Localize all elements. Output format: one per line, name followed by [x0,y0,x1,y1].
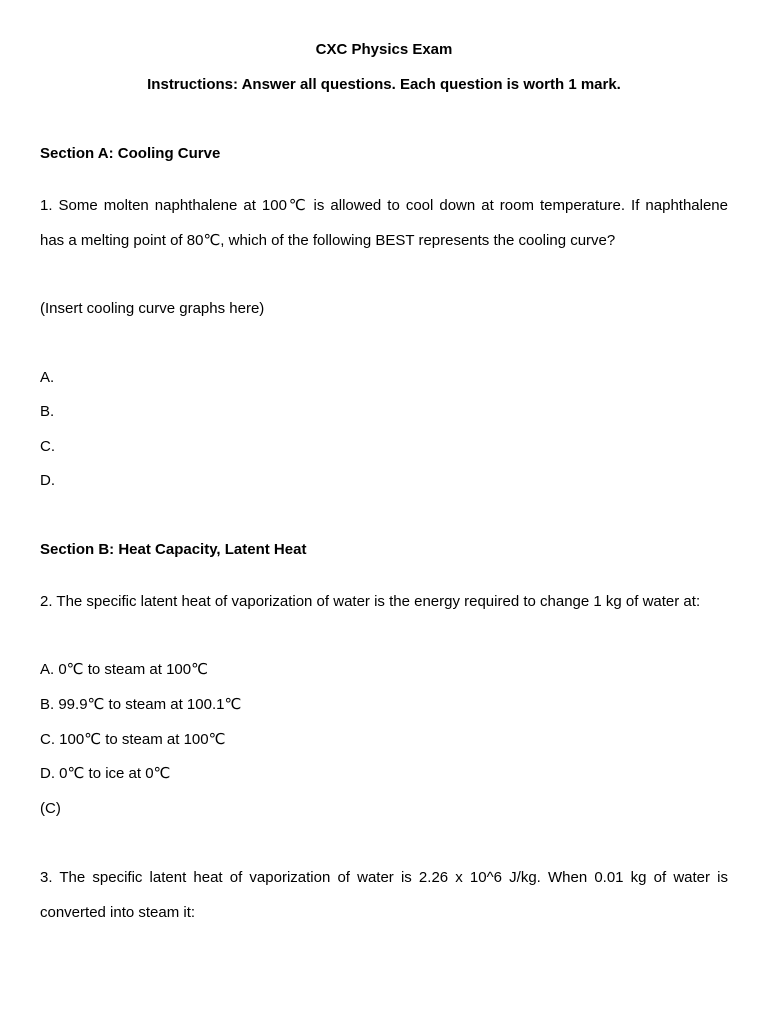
exam-title: CXC Physics Exam [315,41,453,58]
question-3-line-2: converted into steam it: [40,904,196,921]
graph-placeholder-text: (Insert cooling curve graphs here) [40,300,265,317]
question-2-stem: 2. The specific latent heat of vaporization of water is the energy required to change 1 kg of water at: [40,593,701,610]
question-1-line-1: 1. Some molten naphthalene at 100℃ is allowed to cool down at room temperature. If naphthalene [40,197,728,214]
question-2-option-c: C. 100℃ to steam at 100℃ [40,731,226,748]
question-2-option-d: D. 0℃ to ice at 0℃ [40,765,171,782]
question-2-option-a: A. 0℃ to steam at 100℃ [40,661,208,678]
exam-instructions: Instructions: Answer all questions. Each question is worth 1 mark. [147,76,621,93]
question-1-option-a: A. [40,369,55,386]
question-1-option-b: B. [40,403,55,420]
question-2-option-b: B. 99.9℃ to steam at 100.1℃ [40,696,242,713]
question-2-answer: (C) [40,800,61,817]
section-a-heading: Section A: Cooling Curve [40,145,221,162]
question-1-option-c: C. [40,438,55,455]
question-1-line-2: has a melting point of 80℃, which of the following BEST represents the cooling curve? [40,232,616,249]
section-b-heading: Section B: Heat Capacity, Latent Heat [40,541,307,558]
question-1-option-d: D. [40,472,55,489]
question-3-line-1: 3. The specific latent heat of vaporization of water is 2.26 x 10^6 J/kg. When 0.01 kg of water is [40,869,728,886]
